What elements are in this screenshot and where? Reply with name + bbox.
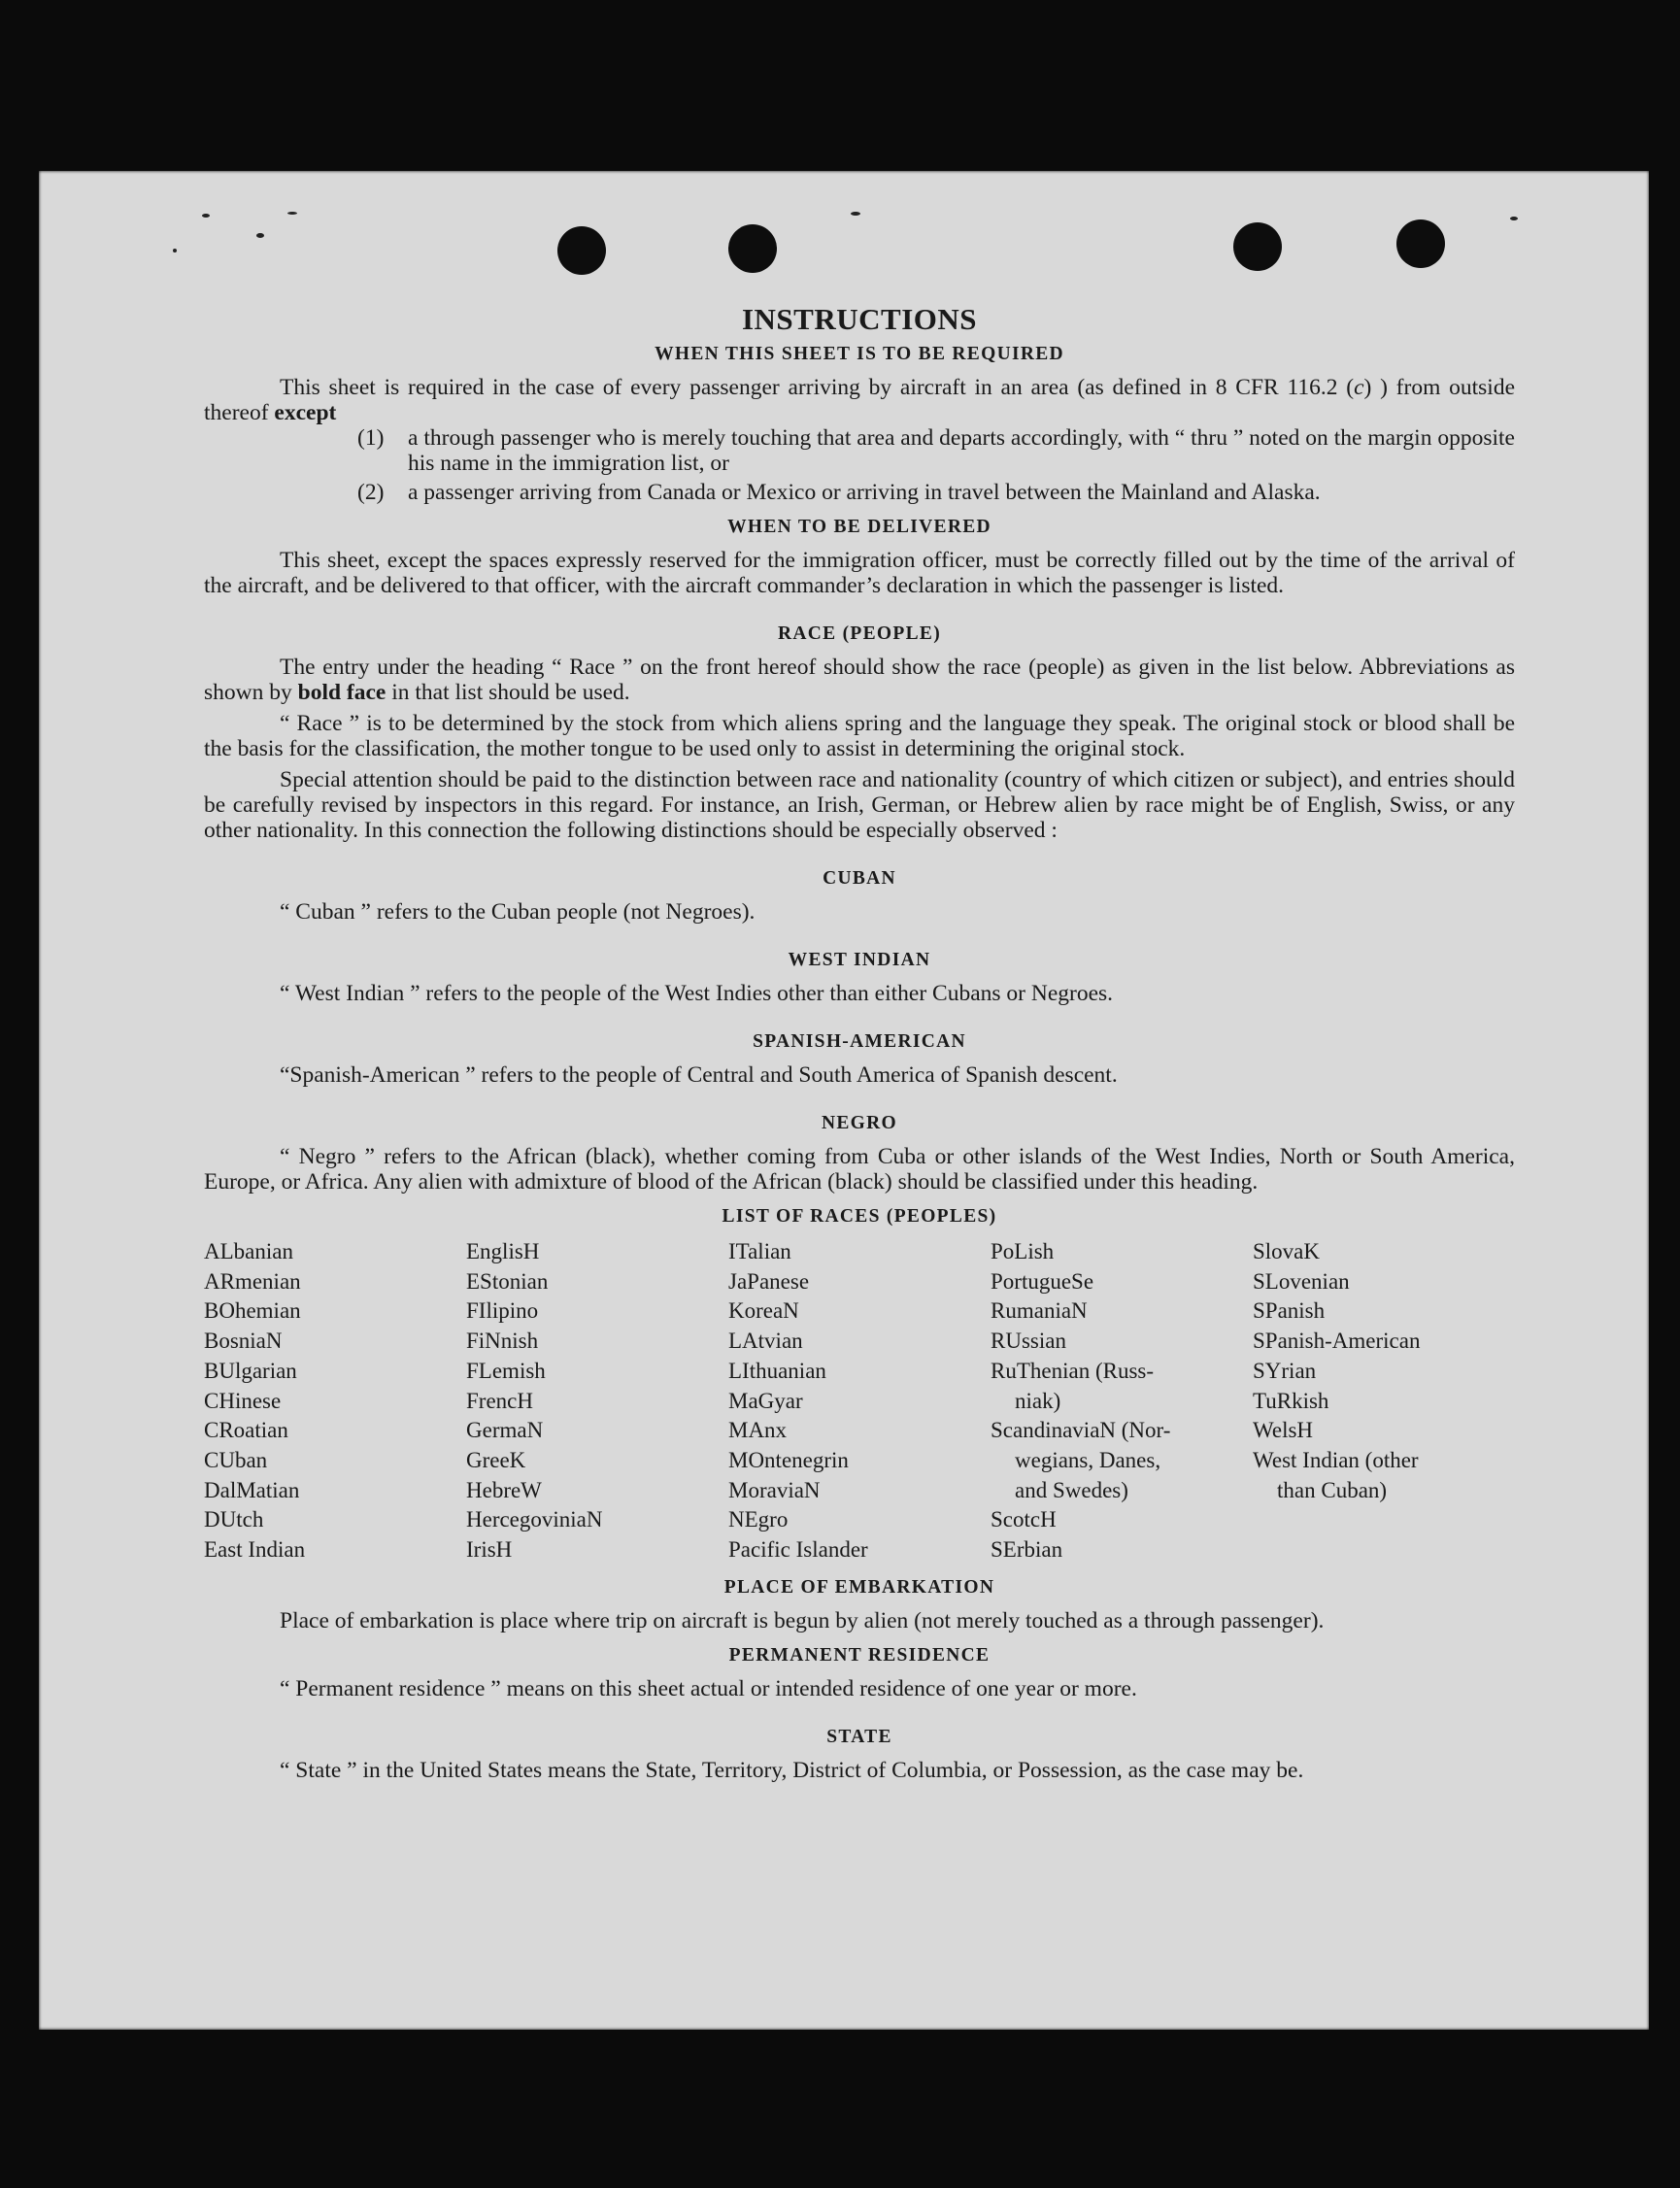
race-entry: GermaN bbox=[466, 1418, 544, 1443]
race-entry: MaGyar bbox=[728, 1388, 803, 1413]
state-text: “ State ” in the United States means the State, Territory, District of Columbia, or Possession, as the case may be. bbox=[280, 1757, 1304, 1783]
race-entry: KoreaN bbox=[728, 1298, 799, 1324]
race-entry: Pacific Islander bbox=[728, 1537, 868, 1563]
race-entry: SlovaK bbox=[1253, 1239, 1320, 1263]
race-entry: PortugueSe bbox=[991, 1268, 1094, 1294]
required-item-2 bbox=[357, 480, 1515, 505]
race-entry: CHinese bbox=[204, 1388, 282, 1413]
speck bbox=[1510, 217, 1518, 220]
section-heading-spanish-american: SPANISH-AMERICAN bbox=[753, 1031, 966, 1052]
section-heading-delivered: WHEN TO BE DELIVERED bbox=[727, 517, 991, 537]
speck bbox=[256, 233, 264, 238]
punch-hole bbox=[557, 226, 606, 275]
race-column-2 bbox=[466, 1237, 728, 1565]
race-paragraph-2: “ Race ” is to be determined by the stock from which aliens spring and the language they speak. The original stock or blood shall be the basis for the classification, the mother tongue to be used only to assist in determining the original stock. bbox=[204, 711, 1515, 761]
race-entry: BOhemian bbox=[204, 1298, 301, 1324]
race-entry: MAnx bbox=[728, 1418, 788, 1443]
race-list bbox=[204, 1237, 1515, 1565]
document-sheet bbox=[39, 171, 1649, 2030]
section-heading-required: WHEN THIS SHEET IS TO BE REQUIRED bbox=[655, 344, 1064, 364]
race-entry: HebreW bbox=[466, 1477, 542, 1502]
cuban-text: “ Cuban ” refers to the Cuban people (not Negroes). bbox=[280, 899, 756, 925]
race-entry: ARmenian bbox=[204, 1268, 301, 1294]
punch-hole bbox=[728, 224, 777, 273]
race-entry: EStonian bbox=[466, 1268, 549, 1294]
race-entry: ALbanian bbox=[204, 1239, 293, 1263]
race-entry: ScotcH bbox=[991, 1507, 1057, 1532]
race-column-5 bbox=[1253, 1237, 1515, 1565]
section-heading-state: STATE bbox=[826, 1726, 892, 1747]
race-entry: SErbian bbox=[991, 1537, 1063, 1563]
race-entry: DalMatian bbox=[204, 1477, 300, 1502]
race-entry: JaPanese bbox=[728, 1268, 810, 1294]
section-heading-list: LIST OF RACES (PEOPLES) bbox=[722, 1206, 997, 1227]
item-text: a through passenger who is merely touching that area and departs accordingly, with “ thru ” noted on the margin opposite his name in the immigration list, or bbox=[408, 425, 1515, 476]
race-entry-continued: wegians, Danes, bbox=[1015, 1447, 1161, 1472]
delivered-text: This sheet, except the spaces expressly reserved for the immigration officer, must be correctly filled out by the time of the arrival of the aircraft, and be delivered to that officer, with the aircraft commander’s declaration in which the passenger is listed. bbox=[204, 548, 1515, 598]
race-entry: CRoatian bbox=[204, 1418, 288, 1443]
race-entry-continued: niak) bbox=[1015, 1388, 1061, 1413]
speck bbox=[202, 214, 210, 218]
race-entry: MOntenegrin bbox=[728, 1447, 849, 1472]
section-heading-cuban: CUBAN bbox=[823, 868, 896, 889]
race-entry: LIthuanian bbox=[728, 1358, 826, 1383]
race-entry: EnglisH bbox=[466, 1239, 540, 1263]
race-entry-continued: and Swedes) bbox=[1015, 1477, 1128, 1502]
punch-hole bbox=[1396, 219, 1445, 268]
instructions-content bbox=[204, 302, 1515, 1783]
race-entry: ITalian bbox=[728, 1239, 791, 1263]
race-entry: RuThenian (Russ- bbox=[991, 1358, 1155, 1383]
race-entry: SLovenian bbox=[1253, 1268, 1350, 1294]
race-paragraph-1: The entry under the heading “ Race ” on the front hereof should show the race (people) as given in the list below. Abbreviations as shown by bold face in that list should be used. bbox=[204, 655, 1515, 705]
race-column-1 bbox=[204, 1237, 466, 1565]
race-entry: RUssian bbox=[991, 1329, 1066, 1354]
punch-hole bbox=[1233, 222, 1282, 271]
item-number: (2) bbox=[357, 480, 385, 505]
section-heading-race: RACE (PEOPLE) bbox=[777, 623, 942, 644]
race-column-3 bbox=[728, 1237, 991, 1565]
section-heading-embarkation: PLACE OF EMBARKATION bbox=[723, 1576, 995, 1598]
race-entry: FLemish bbox=[466, 1358, 546, 1383]
race-entry: RumaniaN bbox=[991, 1298, 1088, 1324]
race-entry: BosniaN bbox=[204, 1329, 283, 1354]
race-entry: TuRkish bbox=[1253, 1388, 1329, 1413]
race-entry: CUban bbox=[204, 1447, 268, 1472]
race-entry: FIlipino bbox=[466, 1298, 539, 1324]
speck bbox=[287, 212, 297, 215]
race-paragraph-3: Special attention should be paid to the distinction between race and nationality (country of which citizen or subject), and entries should be carefully revised by inspectors in this regard. For instance, an Irish, German, or Hebrew alien by race might be of English, Swiss, or any other nationality. In this connection the following distinctions should be especially observed : bbox=[204, 767, 1515, 843]
race-entry: WelsH bbox=[1253, 1418, 1314, 1443]
spanish-american-text: “Spanish-American ” refers to the people of Central and South America of Spanish descent. bbox=[280, 1062, 1118, 1088]
race-entry: West Indian (other bbox=[1253, 1447, 1419, 1472]
race-entry: East Indian bbox=[204, 1537, 306, 1563]
race-entry: BUlgarian bbox=[204, 1358, 297, 1383]
race-entry: GreeK bbox=[466, 1447, 526, 1472]
race-entry: SYrian bbox=[1253, 1358, 1317, 1383]
speck bbox=[851, 212, 860, 216]
race-entry: SPanish-American bbox=[1253, 1329, 1421, 1354]
race-entry: SPanish bbox=[1253, 1298, 1326, 1324]
item-number: (1) bbox=[357, 425, 385, 451]
race-entry: DUtch bbox=[204, 1507, 264, 1532]
section-heading-residence: PERMANENT RESIDENCE bbox=[728, 1644, 991, 1666]
required-intro: This sheet is required in the case of every passenger arriving by aircraft in an area (as defined in 8 CFR 116.2 (c) ) from outside thereof except bbox=[204, 375, 1515, 425]
page-title: INSTRUCTIONS bbox=[741, 302, 977, 336]
race-entry: FrencH bbox=[466, 1388, 533, 1413]
race-entry: MoraviaN bbox=[728, 1477, 821, 1502]
race-entry: FiNnish bbox=[466, 1329, 539, 1354]
race-entry: ScandinaviaN (Nor- bbox=[991, 1418, 1171, 1443]
west-indian-text: “ West Indian ” refers to the people of the West Indies other than either Cubans or Negroes. bbox=[280, 981, 1114, 1006]
race-entry: LAtvian bbox=[728, 1329, 803, 1354]
embarkation-text: Place of embarkation is place where trip on aircraft is begun by alien (not merely touched as a through passenger). bbox=[280, 1607, 1325, 1633]
race-entry-continued: than Cuban) bbox=[1277, 1477, 1388, 1502]
race-entry: IrisH bbox=[466, 1537, 513, 1563]
negro-text: “ Negro ” refers to the African (black), whether coming from Cuba or other islands of the West Indies, North or South America, Europe, or Africa. Any alien with admixture of blood of the African (black) should be classified under this heading. bbox=[204, 1144, 1515, 1195]
race-entry: NEgro bbox=[728, 1507, 789, 1532]
race-entry: PoLish bbox=[991, 1239, 1055, 1263]
residence-text: “ Permanent residence ” means on this sheet actual or intended residence of one year or more. bbox=[280, 1675, 1137, 1701]
race-entry: HercegoviniaN bbox=[466, 1507, 603, 1532]
race-column-4 bbox=[991, 1237, 1253, 1565]
item-text: a passenger arriving from Canada or Mexico or arriving in travel between the Mainland and Alaska. bbox=[408, 480, 1321, 505]
section-heading-negro: NEGRO bbox=[821, 1113, 897, 1133]
speck bbox=[173, 249, 177, 252]
required-item-1 bbox=[357, 425, 1515, 476]
section-heading-west-indian: WEST INDIAN bbox=[788, 950, 931, 970]
